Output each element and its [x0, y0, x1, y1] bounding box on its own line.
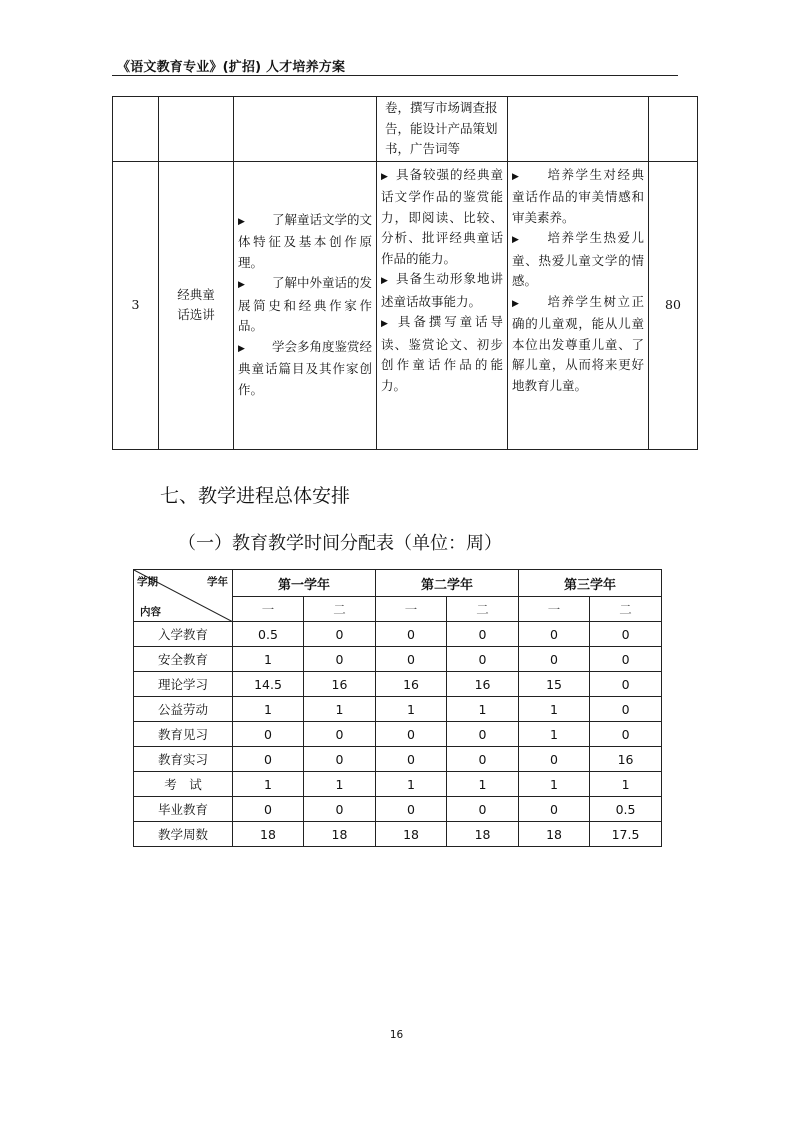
row-label: 公益劳动: [134, 697, 233, 722]
table-cell: 0: [233, 747, 304, 772]
table-cell: 0: [304, 797, 376, 822]
ability-item: ▶ 具备撰写童话导读、鉴赏论文、初步创作童话作品的能力。: [381, 314, 503, 393]
table-cell: 0: [233, 722, 304, 747]
row-label: 入学教育: [134, 622, 233, 647]
qualities-list: [508, 161, 649, 449]
knowledge-cell: [234, 97, 377, 162]
course-table: [112, 96, 698, 450]
header-divider: [112, 75, 678, 76]
quality-item: ▶ 培养学生热爱儿童、热爱儿童文学的情感。: [512, 230, 644, 288]
table-row: [134, 797, 662, 822]
corner-content-label: 内容: [140, 606, 161, 618]
table-cell: 0: [590, 647, 662, 672]
document-header-title: 《语文教育专业》(扩招) 人才培养方案: [117, 60, 346, 75]
hours-cell: [649, 97, 698, 162]
table-row: [134, 822, 662, 847]
semester-header: 一: [376, 597, 447, 622]
table-cell: 17.5: [590, 822, 662, 847]
table-cell: 0: [447, 722, 519, 747]
time-allocation-table: [133, 569, 662, 847]
table-cell: 0: [590, 672, 662, 697]
course-hours: 80: [649, 161, 698, 449]
table-cell: 1: [233, 647, 304, 672]
corner-year-label: 学年: [207, 576, 228, 588]
quality-item: ▶ 培养学生对经典童话作品的审美情感和审美素养。: [512, 166, 644, 225]
section-heading: 七、教学进程总体安排: [160, 485, 351, 507]
table-row: [134, 697, 662, 722]
table-cell: 1: [519, 722, 590, 747]
table-cell: 0: [447, 797, 519, 822]
table-cell: 1: [304, 772, 376, 797]
table-cell: 0: [376, 797, 447, 822]
table-cell: 16: [304, 672, 376, 697]
table-cell: 0: [304, 647, 376, 672]
triangle-bullet-icon: ▶: [512, 171, 519, 182]
semester-header: 一: [233, 597, 304, 622]
table-cell: 14.5: [233, 672, 304, 697]
table-cell: 16: [447, 672, 519, 697]
table-cell: 0: [519, 747, 590, 772]
table-cell: 1: [447, 772, 519, 797]
triangle-bullet-icon: ▶: [381, 276, 388, 286]
qualities-cell: [508, 97, 649, 162]
knowledge-item: ▶ 了解童话文学的文体特征及基本创作原理。: [238, 211, 373, 270]
table-cell: 18: [233, 822, 304, 847]
table-row: [134, 722, 662, 747]
table-cell: 0: [519, 622, 590, 647]
course-name: 经典童话选讲: [159, 161, 234, 449]
table-row: [134, 622, 662, 647]
table-cell: 1: [233, 697, 304, 722]
ability-item: ▶ 具备较强的经典童话文学作品的鉴赏能力，即阅读、比较、分析、批评经典童话作品的能力。: [381, 166, 503, 266]
table-cell: 0: [590, 722, 662, 747]
triangle-bullet-icon: ▶: [238, 216, 245, 227]
table-cell: 1: [519, 697, 590, 722]
knowledge-list: [234, 161, 377, 449]
table-cell: 18: [519, 822, 590, 847]
triangle-bullet-icon: ▶: [238, 280, 245, 291]
table-cell: 0: [376, 622, 447, 647]
table-cell: 1: [519, 772, 590, 797]
table-cell: 0: [304, 747, 376, 772]
corner-term-label: 学期: [137, 576, 158, 588]
table-row: [134, 747, 662, 772]
table-cell: 0: [233, 797, 304, 822]
page-number: 16: [389, 1029, 404, 1041]
table-cell: 1: [233, 772, 304, 797]
time-table-body: [134, 622, 662, 847]
table-cell: 18: [376, 822, 447, 847]
table-cell: 0: [376, 647, 447, 672]
section-subheading: （一）教育教学时间分配表（单位：周）: [178, 533, 502, 554]
course-number: 3: [113, 161, 159, 449]
knowledge-item: ▶ 了解中外童话的发展简史和经典作家作品。: [238, 275, 373, 334]
table-cell: 18: [447, 822, 519, 847]
table-cell: 1: [590, 772, 662, 797]
abilities-list: [377, 161, 508, 449]
semester-header: 二: [447, 597, 519, 622]
triangle-bullet-icon: ▶: [381, 171, 388, 182]
row-label: 安全教育: [134, 647, 233, 672]
ability-item: ▶ 具备生动形象地讲述童话故事能力。: [381, 271, 503, 309]
diagonal-corner-cell: [134, 570, 233, 622]
table-cell: 0: [590, 697, 662, 722]
table-cell: 15: [519, 672, 590, 697]
table-cell: 0.5: [233, 622, 304, 647]
table-cell: 0: [590, 622, 662, 647]
triangle-bullet-icon: ▶: [238, 343, 245, 354]
table-cell: 16: [376, 672, 447, 697]
table-row: [134, 672, 662, 697]
table-cell: 1: [376, 772, 447, 797]
abilities-cell: [377, 97, 508, 162]
table-cell: 0: [376, 747, 447, 772]
semester-header: 一: [519, 597, 590, 622]
triangle-bullet-icon: ▶: [512, 298, 519, 309]
year-header: 第二学年: [376, 570, 519, 597]
year-header-row: [134, 570, 662, 597]
course-number-cell: [113, 97, 159, 162]
table-cell: 0: [447, 747, 519, 772]
table-cell: 1: [376, 697, 447, 722]
semester-header: 二: [304, 597, 376, 622]
table-cell: 0.5: [590, 797, 662, 822]
triangle-bullet-icon: ▶: [381, 319, 388, 329]
table-cell: 0: [519, 797, 590, 822]
table-cell: 1: [447, 697, 519, 722]
continued-skills-text: 卷，撰写市场调查报告，能设计产品策划书，广告词等: [385, 100, 498, 156]
knowledge-item: ▶ 学会多角度鉴赏经典童话篇目及其作家创作。: [238, 338, 373, 397]
table-cell: 0: [304, 722, 376, 747]
table-cell: 1: [304, 697, 376, 722]
semester-header: 二: [590, 597, 662, 622]
row-label: 教学周数: [134, 822, 233, 847]
course-table-continued-row: [113, 97, 698, 162]
course-name-cell: [159, 97, 234, 162]
table-cell: 0: [447, 647, 519, 672]
row-label: 毕业教育: [134, 797, 233, 822]
table-cell: 16: [590, 747, 662, 772]
course-table-row: [113, 161, 698, 449]
table-cell: 0: [304, 622, 376, 647]
triangle-bullet-icon: ▶: [512, 235, 519, 245]
table-cell: 0: [447, 622, 519, 647]
table-row: [134, 647, 662, 672]
row-label: 理论学习: [134, 672, 233, 697]
year-header: 第一学年: [233, 570, 376, 597]
row-label: 教育实习: [134, 747, 233, 772]
row-label: 考 试: [134, 772, 233, 797]
year-header: 第三学年: [519, 570, 662, 597]
table-cell: 0: [376, 722, 447, 747]
table-row: [134, 772, 662, 797]
table-cell: 0: [519, 647, 590, 672]
quality-item: ▶ 培养学生树立正确的儿童观，能从儿童本位出发尊重儿童、了解儿童，从而将来更好地教育儿童。: [512, 293, 644, 393]
row-label: 教育见习: [134, 722, 233, 747]
table-cell: 18: [304, 822, 376, 847]
